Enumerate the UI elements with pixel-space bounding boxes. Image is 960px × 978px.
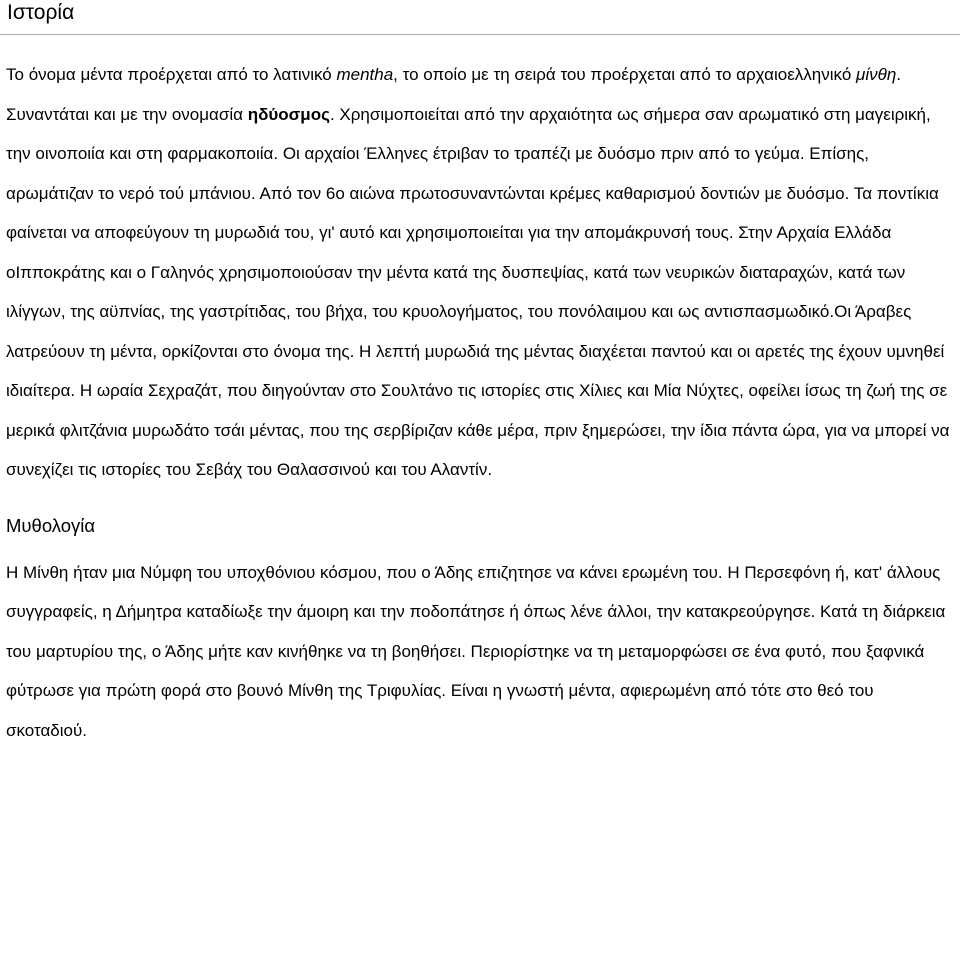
section-heading-mythology: Μυθολογία	[6, 514, 96, 536]
history-text-1: Το όνομα μέντα προέρχεται από το λατινικό	[6, 65, 337, 84]
history-text-4: . Χρησιμοποιείται από την αρχαιότητα ως σήμερα σαν αρωματικό στη μαγειρική, την οινοποιία και στη φαρμακοποιία. Οι αρχαίοι Έλληνες έτριβαν το τραπέζι με δυόσμο πριν από το γεύμα. Επίσης, αρωμάτιζαν το νερό τού μπάνιου. Από τον 6ο αιώνα πρωτοσυναντώνται κρέμες καθαρισμού δοντιών με δυόσμο. Τα ποντίκια φαίνεται να αποφεύγουν τη μυρωδιά του, γι' αυτό και χρησιμοποιείται για την απομάκρυνσή τους. Στην Αρχαία Ελλάδα ο	[6, 104, 939, 282]
history-text-2: , το οποίο με τη σειρά του προέρχεται από το αρχαιοελληνικό	[393, 65, 856, 84]
history-paragraph	[6, 55, 954, 490]
term-minthi: μίνθη	[856, 65, 897, 84]
term-mentha: mentha	[336, 65, 394, 84]
heading-divider	[0, 34, 960, 35]
mythology-paragraph: Η Μίνθη ήταν μια Νύμφη του υποχθόνιου κόσμου, που ο Άδης επιζητησε να κάνει ερωμένη του. Η Περσεφόνη ή, κατ' άλλους συγγραφείς, η Δήμητρα καταδίωξε την άμοιρη και την ποδοπάτησε ή όπως λένε άλλοι, την κατακρεούργησε. Κατά τη διάρκεια του μαρτυρίου της, ο Άδης μήτε καν κινήθηκε να τη βοηθήσει. Περιορίστηκε να τη μεταμορφώσει σε ένα φυτό, που ξαφνικά φύτρωσε για πρώτη φορά στο βουνό Μίνθη της Τριφυλίας. Είναι η γνωστή μέντα, αφιερωμένη από τότε στο θεό του σκοταδιού.	[6, 562, 946, 740]
history-text-3: . Συναντάται και με την ονομασία	[6, 65, 901, 124]
section-heading-history: Ιστορία	[7, 1, 75, 24]
history-text-5: και ο Γαληνός χρησιμοποιούσαν την μέντα κατά της δυσπεψίας, κατά των νευρικών διαταραχών, κατά των ιλίγγων, της αϋπνίας, της γαστρίτιδας, του βήχα, του κρυολογήματος, του πονόλαιμου και ως αντισπασμωδικό.Οι Άραβες λατρεύουν τη μέντα, ορκίζονται στο όνομα της. Η λεπτή μυρωδιά της μέντας διαχέεται παντού και οι αρετές της έχουν υμνηθεί ιδιαίτερα. Η ωραία Σεχραζάτ, που διηγούνταν στο Σουλτάνο τις ιστορίες στις Χίλιες και Μία Νύχτες, οφείλει ίσως τη ζωή της σε μερικά φλιτζάνια μυρωδάτο τσάι μέντας, που της σερβίριζαν κάθε μέρα, πριν ξημερώσει, την ίδια πάντα ώρα, για να μπορεί να συνεχίζει τις ιστορίες του Σεβάχ του Θαλασσινού και του Αλαντίν.	[6, 262, 950, 479]
link-hippocrates[interactable]: Ιπποκράτης	[15, 262, 106, 282]
term-hdyosmos: ηδύοσμος	[247, 104, 330, 124]
